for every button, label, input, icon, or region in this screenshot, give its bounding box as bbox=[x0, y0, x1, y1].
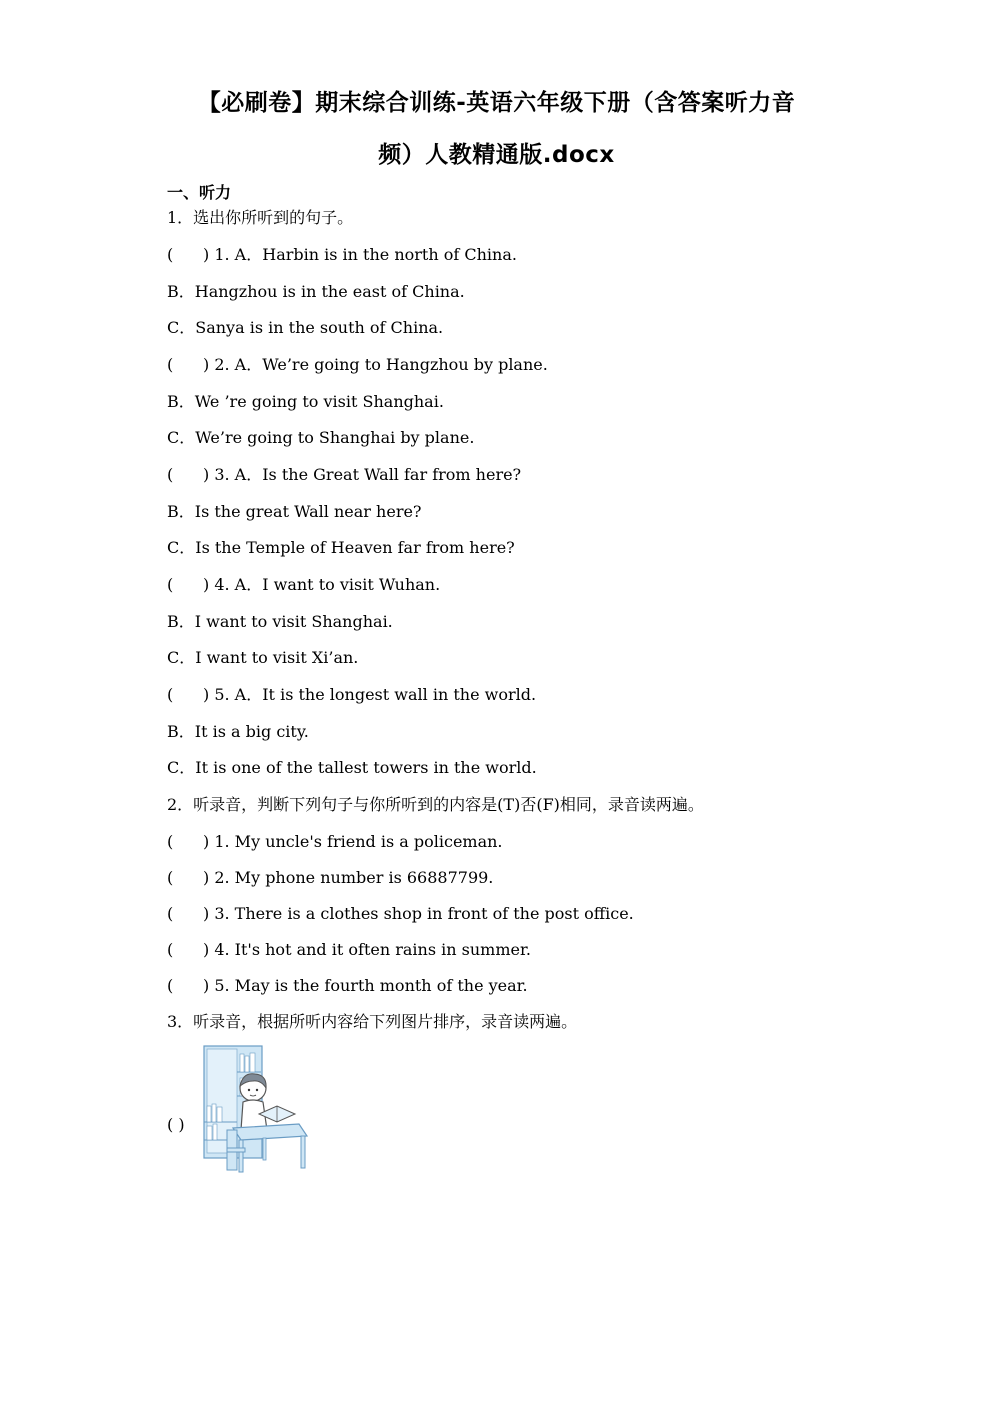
q1-item-5-option-b: B．It is a big city. bbox=[167, 722, 309, 741]
q1-item-3-option-c: C．Is the Temple of Heaven far from here? bbox=[167, 538, 515, 557]
q2-item-1: ( ) 1. My uncle's friend is a policeman. bbox=[167, 832, 503, 851]
q1-item-3-option-a: ( ) 3. A．Is the Great Wall far from here? bbox=[167, 465, 522, 484]
q2-prompt: 2．听录音，判断下列句子与你所听到的内容是(T)否(F)相同，录音读两遍。 bbox=[167, 795, 704, 814]
q1-item-4-option-c: C．I want to visit Xi’an. bbox=[167, 648, 359, 667]
q2-item-3: ( ) 3. There is a clothes shop in front of the post office. bbox=[167, 904, 634, 923]
answer-paren[interactable]: ( bbox=[167, 245, 174, 264]
section-heading-listening: 一、听力 bbox=[167, 183, 232, 202]
answer-paren[interactable]: ( bbox=[167, 832, 174, 851]
document-title-line-2: 频）人教精通版.docx bbox=[378, 142, 615, 168]
q1-item-1-option-b: B．Hangzhou is in the east of China. bbox=[167, 282, 465, 301]
answer-paren[interactable]: ( bbox=[167, 465, 174, 484]
q3-picture-item bbox=[167, 1044, 367, 1179]
q1-item-2-option-c: C．We’re going to Shanghai by plane. bbox=[167, 428, 475, 447]
answer-paren[interactable]: ( bbox=[167, 868, 174, 887]
answer-paren[interactable]: ( bbox=[167, 355, 174, 374]
q1-item-2-option-b: B．We ’re going to visit Shanghai. bbox=[167, 392, 444, 411]
answer-paren[interactable]: ( bbox=[167, 976, 174, 995]
answer-paren[interactable]: ( bbox=[167, 940, 174, 959]
q1-item-1-option-a: ( ) 1. A．Harbin is in the north of China. bbox=[167, 245, 517, 264]
q2-item-2: ( ) 2. My phone number is 66887799. bbox=[167, 868, 494, 887]
answer-paren[interactable]: ( bbox=[167, 904, 174, 923]
q1-item-4-option-b: B．I want to visit Shanghai. bbox=[167, 612, 393, 631]
answer-paren[interactable]: ( bbox=[167, 685, 174, 704]
q1-item-1-option-c: C．Sanya is in the south of China. bbox=[167, 318, 444, 337]
q2-item-5: ( ) 5. May is the fourth month of the year. bbox=[167, 976, 528, 995]
girl-reading-at-desk-illustration bbox=[203, 1044, 313, 1176]
q3-prompt: 3．听录音，根据所听内容给下列图片排序，录音读两遍。 bbox=[167, 1012, 578, 1031]
answer-paren[interactable]: ( bbox=[167, 575, 174, 594]
q1-item-5-option-c: C．It is one of the tallest towers in the world. bbox=[167, 758, 537, 777]
q2-item-4: ( ) 4. It's hot and it often rains in summer. bbox=[167, 940, 531, 959]
q1-prompt: 1．选出你所听到的句子。 bbox=[167, 208, 354, 227]
q1-item-3-option-b: B．Is the great Wall near here? bbox=[167, 502, 422, 521]
q1-item-5-option-a: ( ) 5. A．It is the longest wall in the world. bbox=[167, 685, 537, 704]
q1-item-4-option-a: ( ) 4. A．I want to visit Wuhan. bbox=[167, 575, 441, 594]
document-title-line-1: 【必刷卷】期末综合训练-英语六年级下册（含答案听力音 bbox=[197, 90, 796, 116]
q1-item-2-option-a: ( ) 2. A．We’re going to Hangzhou by plane. bbox=[167, 355, 548, 374]
answer-paren[interactable]: ( ) bbox=[167, 1115, 185, 1134]
